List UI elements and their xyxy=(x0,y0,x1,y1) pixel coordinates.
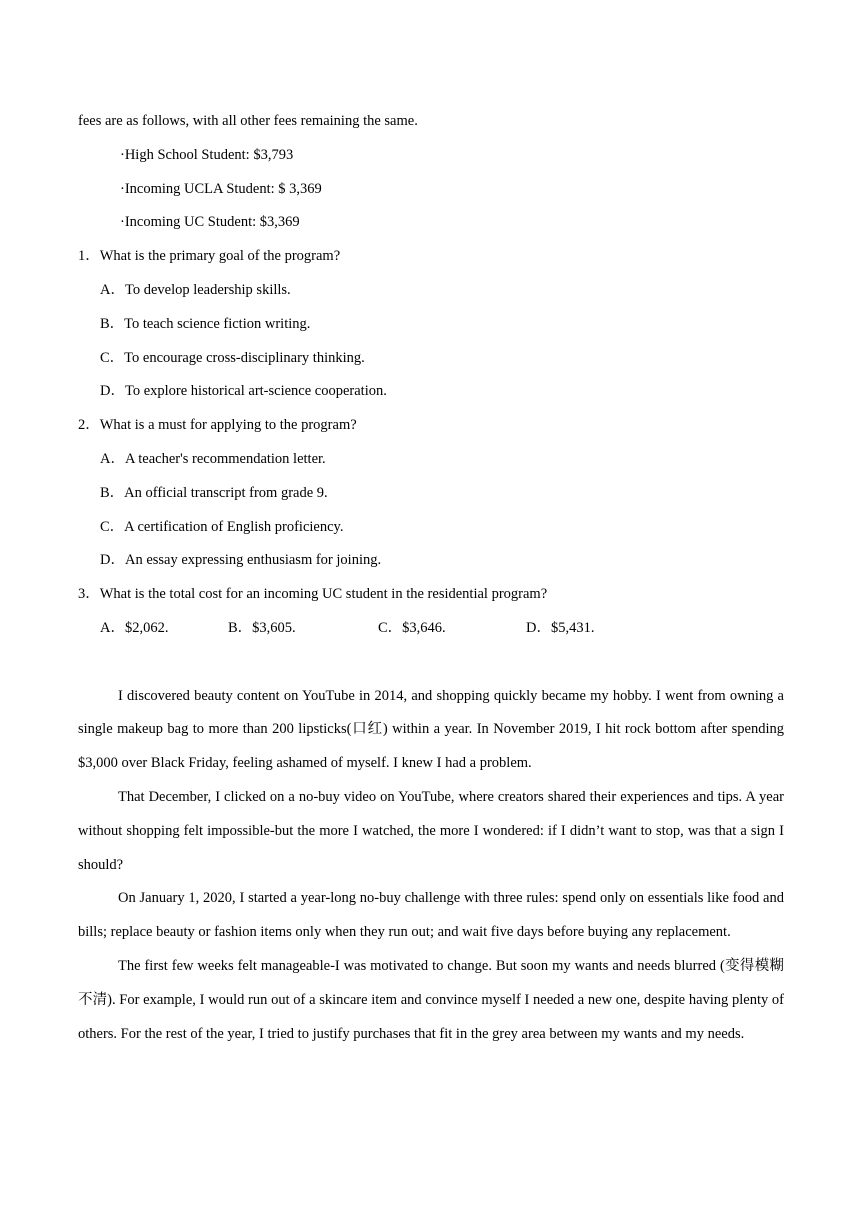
passage-paragraph: On January 1, 2020, I started a year-long no-buy challenge with three rules: spend only on essentials like food and bills; replace beauty or fashion items only when they run out; and wait five days before buying any replacement. xyxy=(78,890,784,941)
answer-option: D．$5,431. xyxy=(526,619,595,636)
fee-item: ·High School Student: $3,793 xyxy=(120,146,294,163)
answer-option: C．$3,646. xyxy=(378,619,446,636)
document-page xyxy=(78,105,784,1051)
answer-option: B．To teach science fiction writing. xyxy=(100,315,311,332)
answer-option: B．$3,605. xyxy=(228,619,296,636)
fees-intro: fees are as follows, with all other fees remaining the same. xyxy=(78,113,418,129)
fee-item: ·Incoming UCLA Student: $ 3,369 xyxy=(120,180,322,197)
passage-paragraph: That December, I clicked on a no-buy video on YouTube, where creators shared their experiences and tips. A year without shopping felt impossible-but the more I watched, the more I wondered: if I didn’t want to stop, was that a sign I should? xyxy=(78,788,784,873)
answer-option: A．$2,062. xyxy=(100,619,169,636)
answer-options-row xyxy=(78,612,784,646)
passage-paragraph: The first few weeks felt manageable-I was motivated to change. But soon my wants and needs blurred (变得模糊不清). For example, I would run out of a skincare item and convince myself I needed a new one, despite having plenty of others. For the rest of the year, I tried to justify purchases that fit in the grey area between my wants and my needs. xyxy=(78,957,784,1042)
answer-option: B．An official transcript from grade 9. xyxy=(100,484,328,501)
section-gap xyxy=(78,646,784,680)
question-stem: 1．What is the primary goal of the program? xyxy=(78,248,341,265)
answer-option: A．A teacher's recommendation letter. xyxy=(100,450,326,467)
answer-option: D．To explore historical art-science cooperation. xyxy=(100,383,387,400)
question-stem: 2．What is a must for applying to the program? xyxy=(78,417,357,434)
answer-option: C．To encourage cross-disciplinary thinking. xyxy=(100,349,365,366)
question-stem: 3．What is the total cost for an incoming UC student in the residential program? xyxy=(78,586,548,603)
answer-option: A．To develop leadership skills. xyxy=(100,281,291,298)
answer-option: C．A certification of English proficiency. xyxy=(100,518,344,535)
answer-option: D．An essay expressing enthusiasm for joining. xyxy=(100,552,382,569)
fee-item: ·Incoming UC Student: $3,369 xyxy=(120,214,300,231)
passage-paragraph: I discovered beauty content on YouTube in 2014, and shopping quickly became my hobby. I went from owning a single makeup bag to more than 200 lipsticks(口红) within a year. In November 2019, I hit rock bottom after spending $3,000 over Black Friday, feeling ashamed of myself. I knew I had a problem. xyxy=(78,687,784,772)
